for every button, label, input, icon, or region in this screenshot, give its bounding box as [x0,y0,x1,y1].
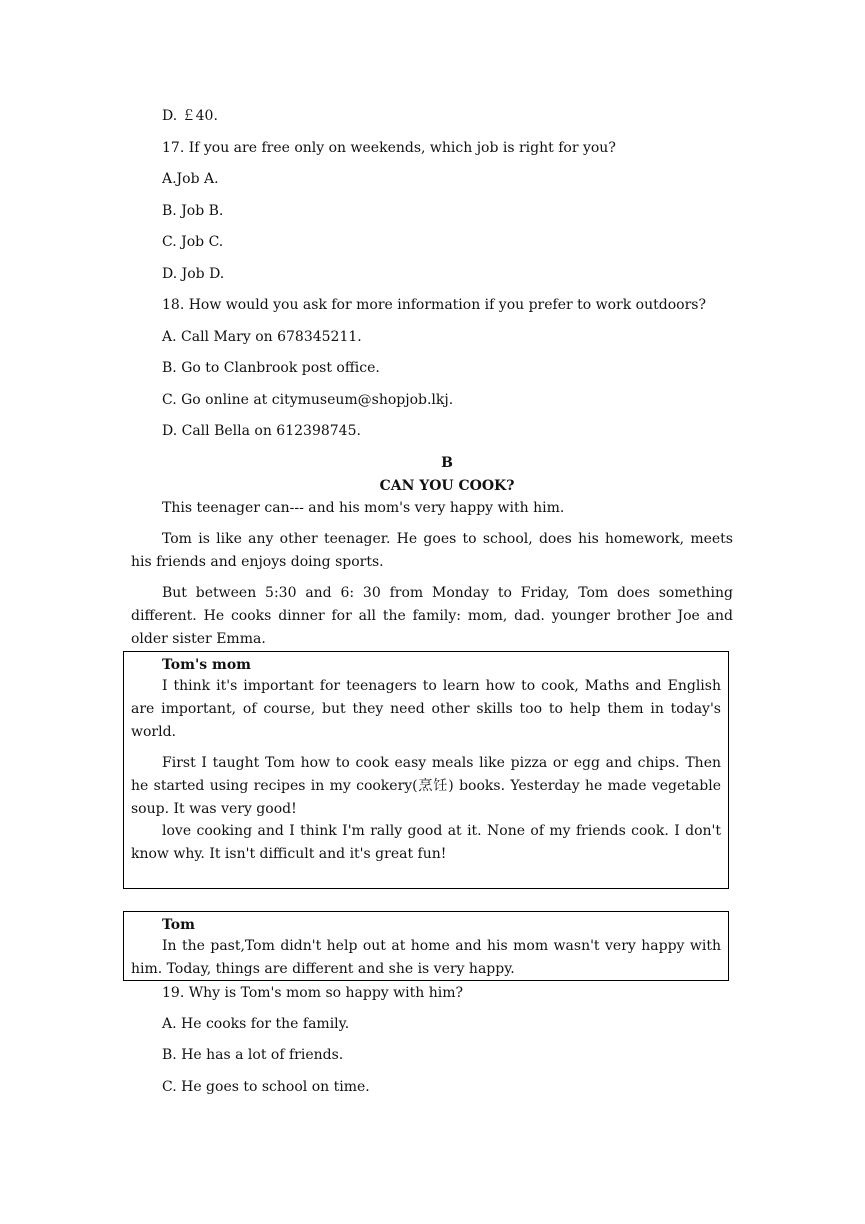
question-19: 19. Why is Tom's mom so happy with him? [162,985,463,1001]
q19-option-c: C. He goes to school on time. [162,1079,370,1095]
q17-option-c: C. Job C. [162,234,224,250]
q17-option-b: B. Job B. [162,203,224,219]
q17-option-a: A.Job A. [162,171,219,187]
q17-option-d: D. Job D. [162,266,225,282]
tom-box [123,911,729,981]
question-17: 17. If you are free only on weekends, which job is right for you? [162,140,616,156]
q19-option-b: B. He has a lot of friends. [162,1047,344,1063]
q19-option-a: A. He cooks for the family. [162,1016,350,1032]
q18-option-a: A. Call Mary on 678345211. [162,329,362,345]
tom-paragraph: In the past,Tom didn't help out at home and his mom wasn't very happy with him. Today, things are different and she is very happy. [131,938,721,977]
q16-option-d: D. ￡40. [162,108,218,124]
mom-heading: Tom's mom [162,657,251,673]
paragraph-2: But between 5:30 and 6: 30 from Monday to Friday, Tom does something different. He cooks dinner for all the family: mom, dad. younger brother Joe and older sister Emma. [131,585,733,647]
q18-option-b: B. Go to Clanbrook post office. [162,360,380,376]
section-title: CAN YOU COOK? [379,478,515,494]
q18-option-d: D. Call Bella on 612398745. [162,423,361,439]
q18-option-c: C. Go online at citymuseum@shopjob.lkj. [162,392,454,408]
intro-line: This teenager can--- and his mom's very happy with him. [162,500,565,516]
mom-paragraph-2: First I taught Tom how to cook easy meals like pizza or egg and chips. Then he started using recipes in my cookery(烹饪) books. Yesterday he made vegetable soup. It was very good! [131,755,721,817]
question-18: 18. How would you ask for more information if you prefer to work outdoors? [162,297,706,313]
section-letter: B [441,455,453,471]
tom-heading: Tom [162,917,195,933]
mom-paragraph-3: love cooking and I think I'm rally good at it. None of my friends cook. I don't know why. It isn't difficult and it's great fun! [131,823,721,862]
mom-box [123,651,729,889]
mom-paragraph-1: I think it's important for teenagers to learn how to cook, Maths and English are important, of course, but they need other skills too to help them in today's world. [131,678,721,740]
paragraph-1: Tom is like any other teenager. He goes to school, does his homework, meets his friends and enjoys doing sports. [131,531,733,570]
